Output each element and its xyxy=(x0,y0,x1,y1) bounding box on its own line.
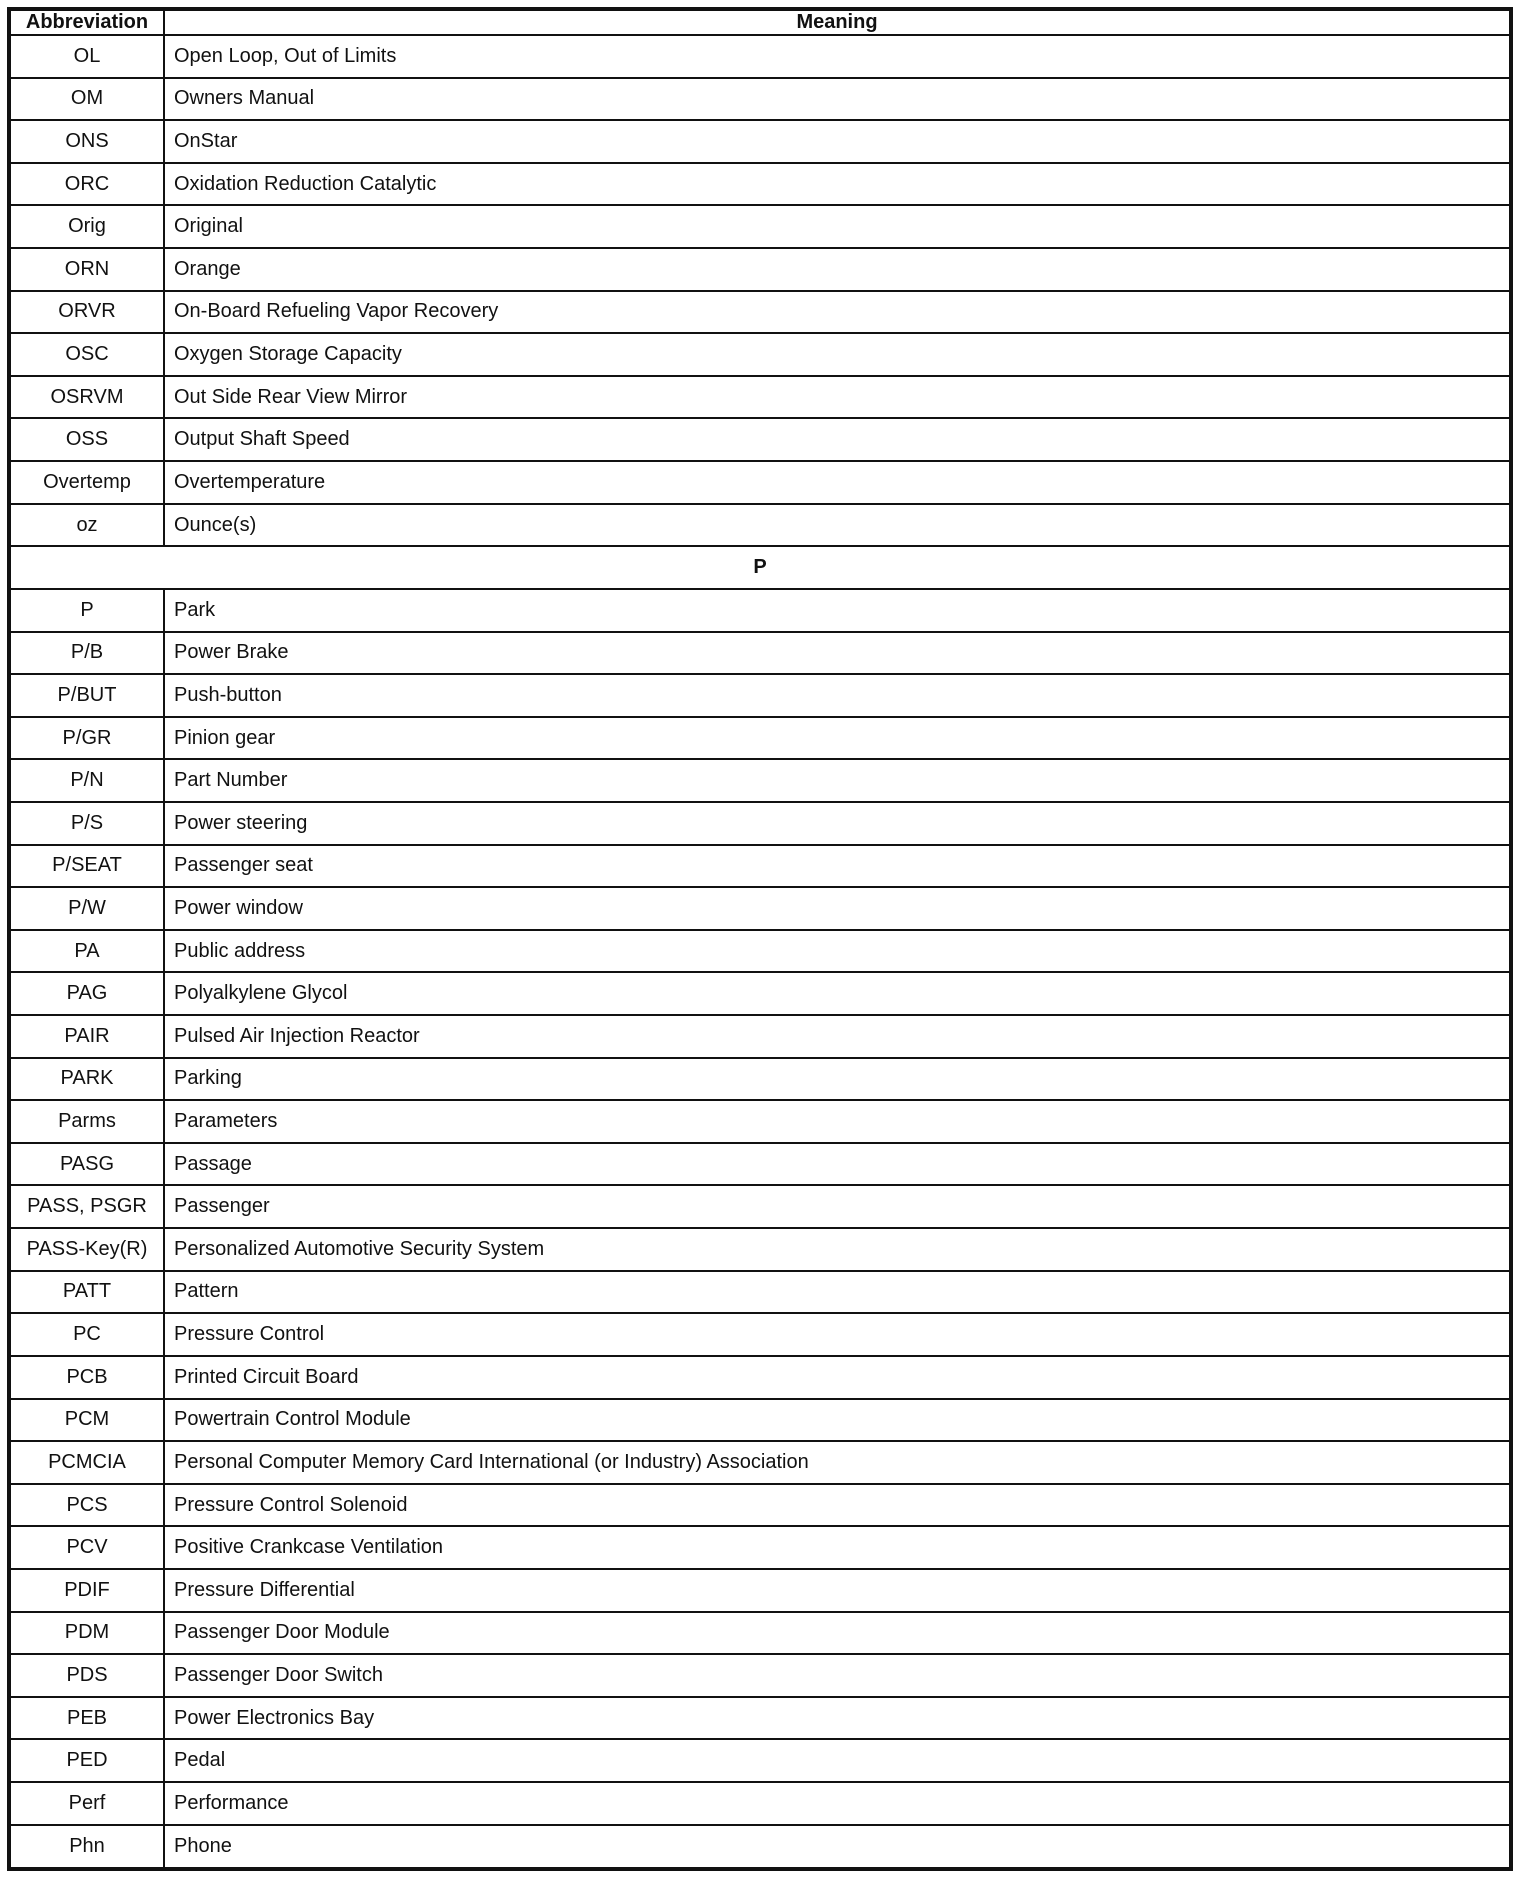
meaning-cell: On-Board Refueling Vapor Recovery xyxy=(164,291,1511,334)
meaning-cell: Power steering xyxy=(164,802,1511,845)
abbreviation-cell: OM xyxy=(9,78,164,121)
meaning-cell: Output Shaft Speed xyxy=(164,418,1511,461)
meaning-cell: Open Loop, Out of Limits xyxy=(164,35,1511,78)
abbreviation-cell: P/BUT xyxy=(9,674,164,717)
abbreviation-cell: Parms xyxy=(9,1100,164,1143)
table-row xyxy=(9,461,1511,504)
meaning-cell: Part Number xyxy=(164,759,1511,802)
abbreviation-cell: Orig xyxy=(9,205,164,248)
table-row xyxy=(9,1143,1511,1186)
abbreviation-cell: PDM xyxy=(9,1612,164,1655)
table-row xyxy=(9,1100,1511,1143)
table-row xyxy=(9,717,1511,760)
table-row xyxy=(9,376,1511,419)
meaning-cell: Personalized Automotive Security System xyxy=(164,1228,1511,1271)
table-row xyxy=(9,1356,1511,1399)
table-row xyxy=(9,1441,1511,1484)
meaning-cell: Pressure Control Solenoid xyxy=(164,1484,1511,1527)
table-row xyxy=(9,1271,1511,1314)
abbreviation-cell: PCS xyxy=(9,1484,164,1527)
meaning-cell: Public address xyxy=(164,930,1511,973)
table-row xyxy=(9,120,1511,163)
abbreviation-cell: PCB xyxy=(9,1356,164,1399)
table-row xyxy=(9,1654,1511,1697)
meaning-cell: Passage xyxy=(164,1143,1511,1186)
abbreviation-cell: PARK xyxy=(9,1058,164,1101)
table-row xyxy=(9,802,1511,845)
table-row xyxy=(9,632,1511,675)
meaning-cell: Passenger xyxy=(164,1185,1511,1228)
abbreviation-cell: ORN xyxy=(9,248,164,291)
meaning-cell: Oxidation Reduction Catalytic xyxy=(164,163,1511,206)
table-row xyxy=(9,1185,1511,1228)
abbreviation-cell: PAIR xyxy=(9,1015,164,1058)
abbreviation-cell: PASG xyxy=(9,1143,164,1186)
abbreviation-cell: PCMCIA xyxy=(9,1441,164,1484)
abbreviation-cell: PDS xyxy=(9,1654,164,1697)
meaning-cell: Polyalkylene Glycol xyxy=(164,972,1511,1015)
abbreviation-cell: PEB xyxy=(9,1697,164,1740)
meaning-cell: Passenger seat xyxy=(164,845,1511,888)
meaning-cell: Powertrain Control Module xyxy=(164,1399,1511,1442)
meaning-cell: Push-button xyxy=(164,674,1511,717)
meaning-cell: Original xyxy=(164,205,1511,248)
meaning-cell: Park xyxy=(164,589,1511,632)
abbreviation-cell: P/W xyxy=(9,887,164,930)
meaning-cell: Pinion gear xyxy=(164,717,1511,760)
meaning-cell: Pulsed Air Injection Reactor xyxy=(164,1015,1511,1058)
abbreviation-cell: ORVR xyxy=(9,291,164,334)
table-row xyxy=(9,1313,1511,1356)
meaning-cell: Pattern xyxy=(164,1271,1511,1314)
meaning-cell: Printed Circuit Board xyxy=(164,1356,1511,1399)
meaning-cell: Power Brake xyxy=(164,632,1511,675)
table-row xyxy=(9,674,1511,717)
meaning-column-header: Meaning xyxy=(164,9,1511,35)
table-row xyxy=(9,291,1511,334)
abbreviation-cell: P/N xyxy=(9,759,164,802)
table-header-row xyxy=(9,9,1511,35)
abbreviation-cell: P/GR xyxy=(9,717,164,760)
abbreviation-cell: OL xyxy=(9,35,164,78)
table-row xyxy=(9,589,1511,632)
table-row xyxy=(9,504,1511,547)
table-row xyxy=(9,1058,1511,1101)
table-row xyxy=(9,1526,1511,1569)
table-row xyxy=(9,845,1511,888)
meaning-cell: Parking xyxy=(164,1058,1511,1101)
meaning-cell: Phone xyxy=(164,1825,1511,1869)
table-row xyxy=(9,1569,1511,1612)
meaning-cell: Pressure Differential xyxy=(164,1569,1511,1612)
meaning-cell: Positive Crankcase Ventilation xyxy=(164,1526,1511,1569)
meaning-cell: Passenger Door Module xyxy=(164,1612,1511,1655)
table-row xyxy=(9,887,1511,930)
abbreviation-table xyxy=(7,7,1513,1871)
abbreviation-cell: PED xyxy=(9,1739,164,1782)
table-row xyxy=(9,1399,1511,1442)
abbreviation-cell: P/SEAT xyxy=(9,845,164,888)
meaning-cell: Orange xyxy=(164,248,1511,291)
meaning-cell: Power window xyxy=(164,887,1511,930)
abbreviation-cell: Phn xyxy=(9,1825,164,1869)
section-row xyxy=(9,546,1511,589)
abbreviation-cell: P xyxy=(9,589,164,632)
meaning-cell: Ounce(s) xyxy=(164,504,1511,547)
meaning-cell: Pedal xyxy=(164,1739,1511,1782)
abbreviation-cell: PASS-Key(R) xyxy=(9,1228,164,1271)
abbreviation-table-head xyxy=(9,9,1511,35)
table-row xyxy=(9,930,1511,973)
abbreviation-cell: oz xyxy=(9,504,164,547)
meaning-cell: Pressure Control xyxy=(164,1313,1511,1356)
abbreviation-cell: OSC xyxy=(9,333,164,376)
abbreviation-cell: PDIF xyxy=(9,1569,164,1612)
abbreviation-column-header: Abbreviation xyxy=(9,9,164,35)
meaning-cell: OnStar xyxy=(164,120,1511,163)
table-row xyxy=(9,333,1511,376)
table-row xyxy=(9,1228,1511,1271)
table-row xyxy=(9,163,1511,206)
abbreviation-cell: PASS, PSGR xyxy=(9,1185,164,1228)
table-row xyxy=(9,1697,1511,1740)
abbreviation-cell: PCV xyxy=(9,1526,164,1569)
table-row xyxy=(9,205,1511,248)
abbreviation-cell: PATT xyxy=(9,1271,164,1314)
abbreviation-cell: Overtemp xyxy=(9,461,164,504)
abbreviation-cell: PCM xyxy=(9,1399,164,1442)
abbreviation-cell: OSRVM xyxy=(9,376,164,419)
table-row xyxy=(9,972,1511,1015)
table-row xyxy=(9,1739,1511,1782)
section-header-cell: P xyxy=(9,546,1511,589)
abbreviation-cell: PAG xyxy=(9,972,164,1015)
meaning-cell: Owners Manual xyxy=(164,78,1511,121)
abbreviation-cell: PC xyxy=(9,1313,164,1356)
table-row xyxy=(9,1825,1511,1869)
abbreviation-cell: P/B xyxy=(9,632,164,675)
abbreviation-cell: ONS xyxy=(9,120,164,163)
meaning-cell: Out Side Rear View Mirror xyxy=(164,376,1511,419)
table-row xyxy=(9,1612,1511,1655)
table-row xyxy=(9,248,1511,291)
meaning-cell: Parameters xyxy=(164,1100,1511,1143)
abbreviation-cell: Perf xyxy=(9,1782,164,1825)
abbreviation-cell: OSS xyxy=(9,418,164,461)
abbreviation-cell: PA xyxy=(9,930,164,973)
meaning-cell: Oxygen Storage Capacity xyxy=(164,333,1511,376)
meaning-cell: Power Electronics Bay xyxy=(164,1697,1511,1740)
meaning-cell: Overtemperature xyxy=(164,461,1511,504)
table-row xyxy=(9,35,1511,78)
table-row xyxy=(9,1782,1511,1825)
table-row xyxy=(9,1484,1511,1527)
meaning-cell: Passenger Door Switch xyxy=(164,1654,1511,1697)
table-row xyxy=(9,759,1511,802)
abbreviation-cell: P/S xyxy=(9,802,164,845)
table-row xyxy=(9,1015,1511,1058)
table-row xyxy=(9,418,1511,461)
meaning-cell: Performance xyxy=(164,1782,1511,1825)
abbreviation-table-body xyxy=(9,35,1511,1869)
meaning-cell: Personal Computer Memory Card International (or Industry) Association xyxy=(164,1441,1511,1484)
abbreviation-cell: ORC xyxy=(9,163,164,206)
table-row xyxy=(9,78,1511,121)
